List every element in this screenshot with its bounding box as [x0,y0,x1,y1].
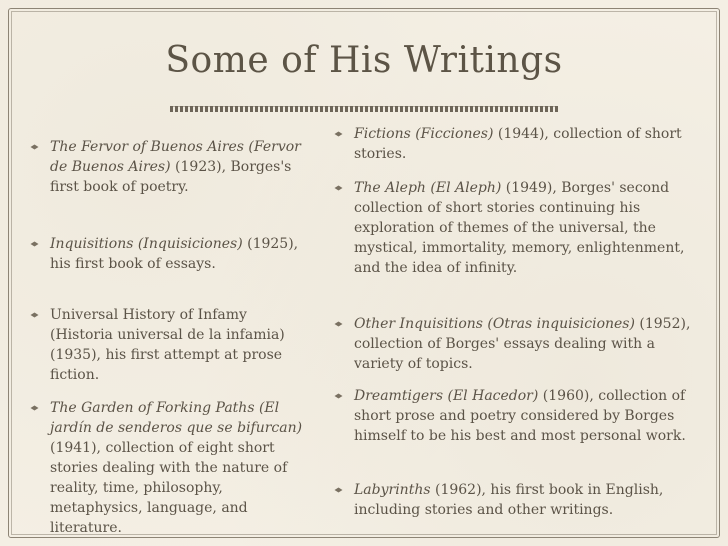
book-title: Labyrinths [354,482,431,498]
book-description: (1941), collection of eight short stories dealing with the nature of reality, time, philosophy, metaphysics, language, and literature. [50,440,288,536]
list-item-garden-forking-paths [28,398,310,538]
book-title: Other Inquisitions (Otras inquisiciones) [354,316,635,332]
bullet-icon [30,312,39,318]
list-item-labyrinths [332,480,704,520]
bullet-icon [334,185,343,191]
book-description: (1923), Borges's first book of poetry. [50,159,292,195]
book-title: The Garden of Forking Paths (El jardín de senderos que se bifurcan) [50,400,303,436]
bullet-icon [334,393,343,399]
list-item-aleph [332,178,704,278]
book-description: (1952), collection of Borges' essays dealing with a variety of topics. [354,316,691,372]
bullet-icon [334,131,343,137]
bullet-icon [30,405,39,411]
list-item-fictions [332,124,704,164]
bullet-icon [30,241,39,247]
book-description: (1962), his first book in English, including stories and other writings. [354,482,664,518]
book-description: (1944), collection of short stories. [354,126,682,162]
bullet-icon [30,144,39,150]
list-item-inquisitions [28,234,310,274]
book-title: Inquisitions (Inquisiciones) [50,236,243,252]
bullet-icon [334,321,343,327]
bullet-icon [334,487,343,493]
slide-title: Some of His Writings [165,40,563,81]
list-item-dreamtigers [332,386,704,446]
book-description: (1925), his first book of essays. [50,236,299,272]
title-underline-stitch [170,106,558,112]
book-title: Dreamtigers (El Hacedor) [354,388,539,404]
list-item-other-inquisitions [332,314,704,374]
book-title: The Aleph (El Aleph) [354,180,502,196]
book-title: The Fervor of Buenos Aires (Fervor de Buenos Aires) [50,139,301,175]
book-description: Universal History of Infamy (Historia universal de la infamia) (1935), his first attempt at prose fiction. [50,307,285,383]
book-description: (1949), Borges' second collection of short stories continuing his exploration of themes of the universal, the mystical, immortality, memory, enlightenment, and the idea of infinity. [354,180,685,276]
book-description: (1960), collection of short prose and poetry considered by Borges himself to be his best and most personal work. [354,388,686,444]
book-title: Fictions (Ficciones) [354,126,494,142]
list-item-fervor [28,137,310,197]
list-item-universal-history [28,305,310,385]
